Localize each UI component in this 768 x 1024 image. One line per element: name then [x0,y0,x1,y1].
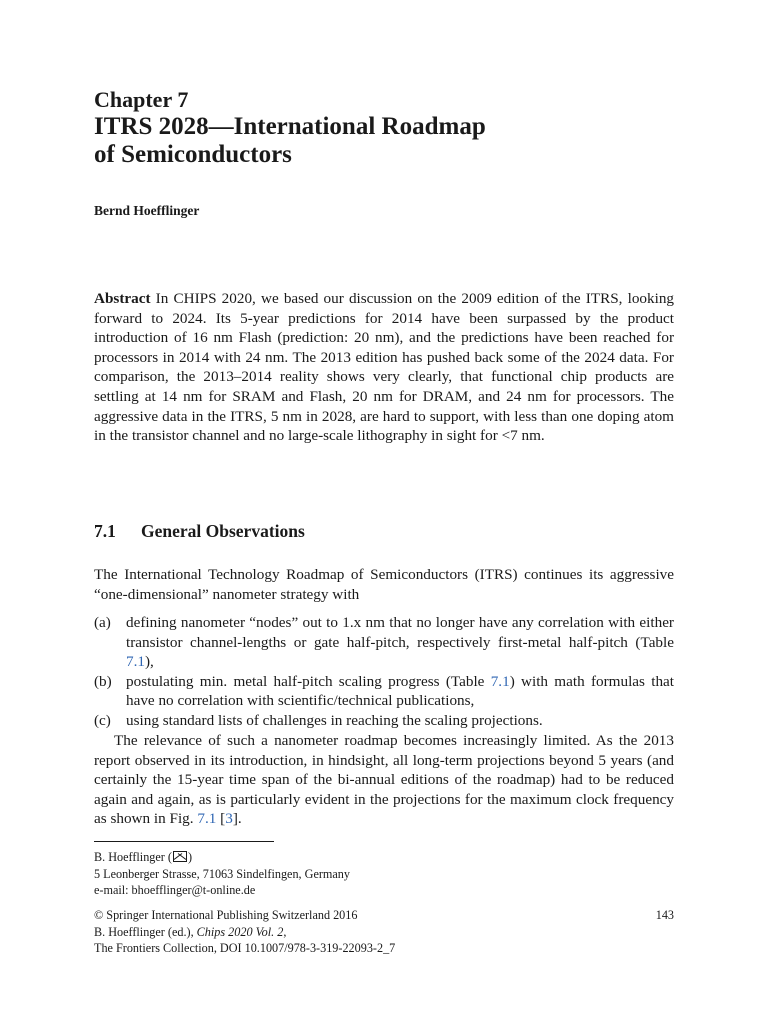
list-item [94,711,674,731]
chapter-title [94,113,674,169]
list-item [94,672,674,711]
editor-line [94,924,674,941]
footnote-email: e-mail: bhoefflinger@t-online.de [94,883,256,898]
author-name: Bernd Hoefflinger [94,203,200,218]
page [94,0,674,1024]
section-intro-paragraph: The International Technology Roadmap of Semiconductors (ITRS) continues its aggressive “one-dimensional” nanometer strategy with [94,566,674,603]
editor-text: B. Hoefflinger (ed.), [94,924,197,939]
copyright-line: © Springer International Publishing Switzerland 2016 [94,908,358,922]
footnote-author: B. Hoefflinger ( [94,850,172,864]
section-title: General Observations [141,521,305,541]
list-item-text: using standard lists of challenges in reaching the scaling projections. [126,711,543,729]
page-number: 143 [655,908,674,922]
figure-reference-link[interactable]: 7.1 [197,810,217,828]
abstract-keyword: Abstract [94,290,151,307]
list-item [94,613,674,672]
list-marker: (a) [94,614,111,631]
list-marker: (b) [94,672,112,690]
citation-close: ]. [232,810,242,828]
author-footnote [94,849,674,899]
doi-line: The Frontiers Collection, DOI 10.1007/978-3-319-22093-2_7 [94,941,396,956]
table-reference-link[interactable]: 7.1 [490,672,510,690]
book-title: Chips 2020 Vol. 2 [196,924,284,939]
abstract-text: In CHIPS 2020, we based our discussion on the 2009 edition of the ITRS, looking forward to 2024. Its 5-year predictions for 2014 have been surpassed by the product introduction of 16 nm Flash (prediction: 20 nm), and the predictions have been reached for processors in 2014 with 24 nm. The 2013 edition has pushed back some of the 2024 data. For comparison, the 2013–2014 reality shows very clearly, that functional chip products are settling at 14 nm for SRAM and Flash, 20 nm for DRAM, and 24 nm for processors. The aggressive data in the ITRS, 5 nm in 2028, are hard to support, with less than one doping atom in the transistor channel and no large-scale lithography in sight for <7 nm. [94,290,675,445]
footnote-author-close: ) [187,850,193,864]
list-item-text: postulating min. metal half-pitch scaling progress (Table [126,672,491,690]
footnote-divider [94,841,274,842]
section-number: 7.1 [94,521,116,541]
chapter-label: Chapter 7 [94,87,189,112]
list-marker: (c) [94,711,111,729]
abstract [94,289,674,446]
footnote-author-line [94,849,674,866]
body-paragraph [94,731,674,829]
citation-open: [ [216,810,226,828]
editor-text-end: , [283,924,287,939]
observation-list [94,613,674,731]
chapter-title-line-1: ITRS 2028—International Roadmap [94,113,486,140]
envelope-icon [173,851,187,862]
list-item-text-end: ) with math formulas that have no correlation with scientific/technical publications, [126,672,674,710]
footnote-address: 5 Leonberger Strasse, 71063 Sindelfingen, Germany [94,866,350,881]
table-reference-link[interactable]: 7.1 [126,653,145,671]
citation-link[interactable]: 3 [225,810,233,828]
chapter-title-line-2: of Semiconductors [94,141,292,168]
copyright-block [94,907,674,957]
list-item-text-end: ), [144,653,154,671]
section-heading [94,519,305,543]
list-item-text: defining nanometer “nodes” out to 1.x nm that no longer have any correlation with either transistor channel-lengths or gate half-pitch, respectively first-metal half-pitch (Table [126,614,674,651]
body-paragraph-text: The relevance of such a nanometer roadmap becomes increasingly limited. As the 2013 report observed in its introduction, in hindsight, all long-term projections beyond 5 years (and certainly the 15-year time span of the bi-annual editions of the roadmap) had to be reduced again and again, as is particularly evident in the projections for the maximum clock frequency as shown in Fig. [94,732,674,828]
